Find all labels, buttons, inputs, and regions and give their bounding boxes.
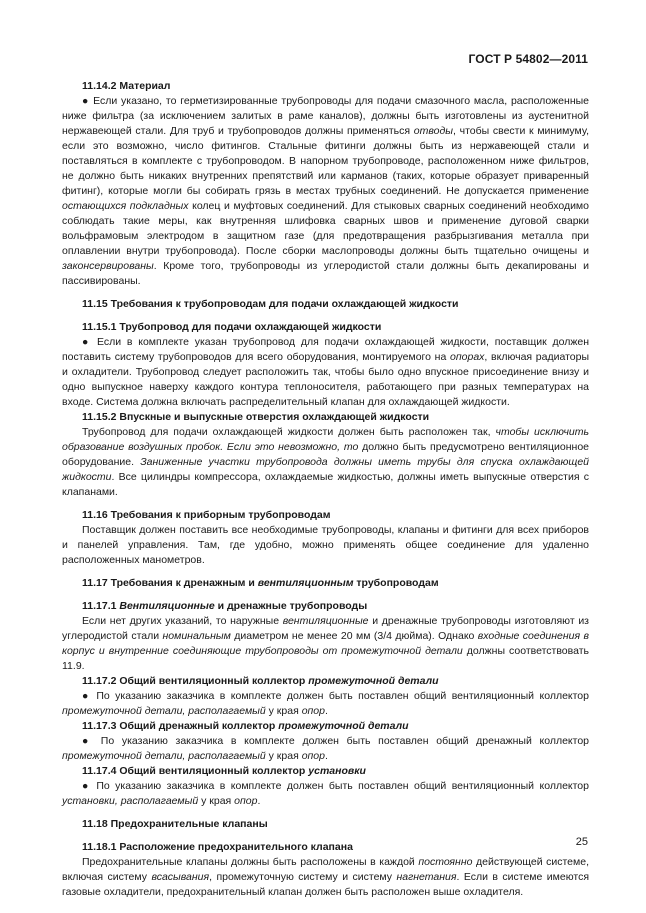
paragraph — [62, 523, 589, 568]
text-run: Предохранительные клапаны должны быть расположены в каждой — [82, 856, 419, 868]
italic-term: постоянно — [418, 856, 473, 868]
page-number: 25 — [575, 836, 588, 848]
text-run: 11.18 Предохранительные клапаны — [82, 818, 268, 830]
italic-term: остающихся подкладных — [62, 200, 189, 212]
italic-term: Заниженные участки трубопровода должны иметь трубы для спуска охлаждающей жидкости — [62, 456, 589, 483]
text-run: . Все цилиндры компрессора, охлаждаемые жидкостью, должны иметь выпускные отверстия с клапанами. — [62, 471, 589, 498]
section-heading — [62, 817, 589, 832]
text-run: , включая радиаторы и охладители. Трубопровод следует расположить так, чтобы было одно впускное присоединение внизу и одно выпускное наверху каждого контура теплоносителя, работающего при разных температурах на входе. Система должна включать распределительный клапан для охлаждающей жидкости. — [62, 351, 590, 408]
text-run: . Кроме того, трубопроводы из углеродистой стали должны быть декапированы и пассивированы. — [62, 260, 589, 287]
section-heading — [62, 719, 589, 734]
text-run: 11.14.2 Материал — [82, 80, 171, 92]
text-run: Поставщик должен поставить все необходимые трубопроводы, клапаны и фитинги для всех приборов и панелей управления. Там, где удобно, можно применять общее соединение для удаленно расположенных манометров. — [62, 524, 589, 566]
text-run: 11.15.2 Впускные и выпускные отверстия охлаждающей жидкости — [82, 411, 430, 423]
paragraph — [62, 425, 589, 500]
italic-term: отводы — [413, 125, 453, 137]
text-run: , чтобы свести к минимуму, если это возможно, число фитингов. Стальные фитинги должны быть из нержавеющей стали и поставляться в комплекте с трубопроводом. В напорном трубопроводе, расположенном ниже фильтров, не должно быть никаких внутренних препятствий или карманов (таких, которые образует приваренный фитинг), которые могли бы собирать грязь в местах трубных соединений. Не допускается применение — [62, 125, 589, 197]
text-run: . — [324, 705, 328, 717]
italic-term: промежуточной детали, располагаемый — [62, 705, 266, 717]
italic-term: Вентиляционные — [119, 600, 215, 612]
text-run: ● По указанию заказчика в комплекте должен быть поставлен общий дренажный коллектор — [82, 735, 589, 747]
text-run: 11.17.2 Общий вентиляционный коллектор — [82, 675, 309, 687]
text-run: 11.17.3 Общий дренажный коллектор — [82, 720, 279, 732]
text-run: действующей системе, включая систему — [62, 856, 589, 883]
italic-term: чтобы исключить образование воздушных пробок. Если это невозможно, то — [62, 426, 589, 453]
text-run: 11.15 Требования к трубопроводам для подачи охлаждающей жидкости — [82, 298, 459, 310]
text-run: 11.15.1 Трубопровод для подачи охлаждающей жидкости — [82, 321, 382, 333]
section-heading — [62, 674, 589, 689]
text-run: ● По указанию заказчика в комплекте должен быть поставлен общий вентиляционный коллектор — [82, 780, 589, 792]
paragraph — [62, 779, 589, 809]
text-run: , промежуточную систему и систему — [209, 871, 397, 883]
section-heading — [62, 764, 589, 779]
italic-term: вентиляционные — [282, 615, 369, 627]
text-run: колец и муфтовых соединений. Для стыковых сварных соединений необходимо соблюдать такие меры, как внутренняя шлифовка сварных швов и применение дуговой сварки вольфрамовым электродом в защитном газе (для предотвращения разбрызгивания металла при оплавлении внутри трубопровода). После сборки маслопроводы должны быть тщательно очищены и — [62, 200, 589, 257]
section-heading — [62, 576, 589, 591]
italic-term: промежуточной детали, располагаемый — [62, 750, 266, 762]
section-heading — [62, 79, 589, 94]
italic-term: установки, располагаемый — [62, 795, 199, 807]
text-run: . — [257, 795, 261, 807]
italic-term: опор — [234, 795, 258, 807]
paragraph — [62, 335, 589, 410]
paragraph — [62, 94, 589, 289]
text-run: 11.16 Требования к приборным трубопроводам — [82, 509, 331, 521]
text-run: и дренажные трубопроводы изготовляют из углеродистой стали — [62, 615, 589, 642]
standard-header: ГОСТ Р 54802—2011 — [468, 52, 588, 66]
section-heading — [62, 410, 589, 425]
section-heading — [62, 508, 589, 523]
italic-term: законсервированы — [62, 260, 154, 272]
italic-term: номинальным — [162, 630, 231, 642]
text-run: Трубопровод для подачи охлаждающей жидкости должен быть расположен так, — [82, 426, 496, 438]
italic-term: всасывания — [151, 871, 210, 883]
text-run: должны соответствовать 11.9. — [62, 645, 589, 672]
text-run: Если нет других указаний, то наружные — [82, 615, 283, 627]
italic-term: входные соединения в корпус и внутренние соединяющие трубопроводы от промежуточной детали — [62, 630, 590, 657]
italic-term: опор — [301, 750, 325, 762]
text-run: ● По указанию заказчика в комплекте должен быть поставлен общий вентиляционный коллектор — [82, 690, 589, 702]
italic-term: промежуточной детали — [278, 720, 409, 732]
text-run: 11.18.1 Расположение предохранительного клапана — [82, 841, 353, 853]
paragraph — [62, 689, 589, 719]
italic-term: установки — [308, 765, 366, 777]
text-run: 11.17 Требования к дренажным и — [82, 577, 258, 589]
section-heading — [62, 320, 589, 335]
text-run: у края — [265, 705, 302, 717]
paragraph — [62, 855, 589, 900]
text-run: 11.17.1 — [82, 600, 120, 612]
section-heading — [62, 840, 589, 855]
text-run: диаметром не менее 20 мм (3/4 дюйма). Однако — [230, 630, 478, 642]
text-run: . — [324, 750, 328, 762]
text-run: должно быть предусмотрено вентиляционное оборудование. — [62, 441, 589, 468]
text-run: трубопроводам — [353, 577, 439, 589]
text-run: . Если в системе имеются газовые охладители, предохранительный клапан должен быть расположен выше охладителя. — [62, 871, 590, 898]
italic-term: опор — [301, 705, 325, 717]
italic-term: нагнетания — [396, 871, 457, 883]
text-run: и дренажные трубопроводы — [214, 600, 368, 612]
document-body — [62, 79, 589, 900]
text-run: у края — [198, 795, 235, 807]
italic-term: опорах — [450, 351, 485, 363]
paragraph — [62, 614, 589, 674]
text-run: 11.17.4 Общий вентиляционный коллектор — [82, 765, 309, 777]
text-run: ● Если указано, то герметизированные трубопроводы для подачи смазочного масла, расположенные ниже фильтра (за исключением залитых в раме каналов), должны быть изготовлены из аустенитной нержавеющей стали. Для труб и трубопроводов должны применяться — [62, 95, 589, 137]
italic-term: промежуточной детали — [308, 675, 439, 687]
text-run: у края — [265, 750, 302, 762]
text-run: ● Если в комплекте указан трубопровод для подачи охлаждающей жидкости, поставщик должен поставить систему трубопроводов для всего оборудования, монтируемого на — [62, 336, 589, 363]
paragraph — [62, 734, 589, 764]
section-heading — [62, 297, 589, 312]
italic-term: вентиляционным — [257, 577, 354, 589]
section-heading — [62, 599, 589, 614]
